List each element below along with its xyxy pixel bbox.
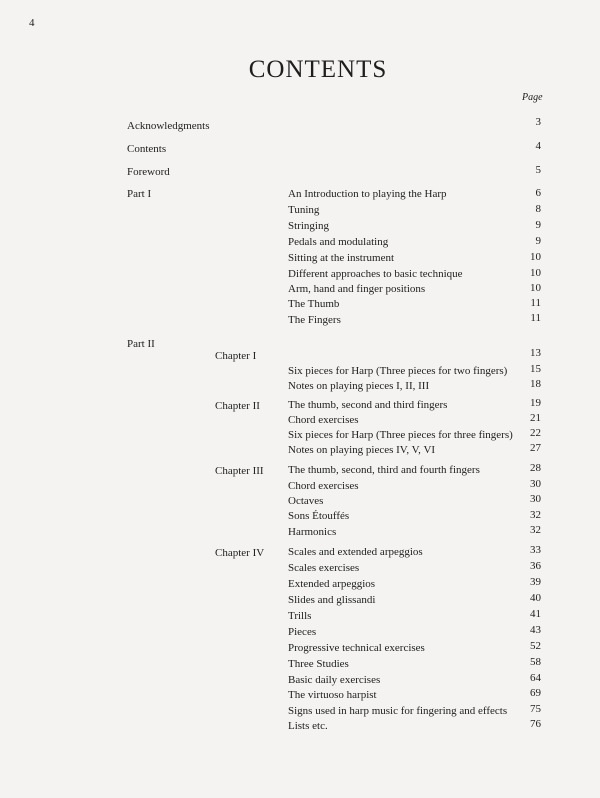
- page-title: CONTENTS: [248, 56, 388, 83]
- chapter-label: Chapter III: [215, 465, 264, 477]
- toc-page: 10: [530, 251, 541, 263]
- toc-page: 27: [530, 442, 541, 454]
- toc-page: 30: [530, 493, 541, 505]
- toc-page: 28: [530, 462, 541, 474]
- toc-page: 9: [535, 235, 541, 247]
- part-label: Part II: [127, 338, 155, 350]
- toc-page: 64: [530, 672, 541, 684]
- toc-entry[interactable]: Chord exercises: [288, 480, 359, 492]
- toc-page: 22: [530, 427, 541, 439]
- toc-contents[interactable]: Contents: [127, 143, 167, 155]
- chapter-label: Chapter I: [215, 350, 257, 362]
- toc-page: 9: [535, 219, 541, 231]
- toc-page: 39: [530, 576, 541, 588]
- toc-page: 75: [530, 703, 541, 715]
- toc-page: 32: [530, 524, 541, 536]
- toc-entry[interactable]: Progressive technical exercises: [288, 642, 425, 654]
- toc-page: 69: [530, 687, 541, 699]
- toc-entry[interactable]: Notes on playing pieces I, II, III: [288, 380, 430, 392]
- toc-page: 8: [535, 203, 541, 215]
- toc-entry[interactable]: Scales and extended arpeggios: [288, 546, 423, 558]
- toc-entry[interactable]: The virtuoso harpist: [288, 689, 377, 701]
- toc-entry[interactable]: Scales exercises: [288, 562, 360, 574]
- toc-entry[interactable]: Slides and glissandi: [288, 594, 376, 606]
- toc-page: 15: [530, 363, 541, 375]
- toc-page: 41: [530, 608, 541, 620]
- toc-page: 33: [530, 544, 541, 556]
- toc-entry[interactable]: Three Studies: [288, 658, 349, 670]
- toc-entry[interactable]: Sons Étouffés: [288, 510, 350, 522]
- toc-entry[interactable]: Trills: [288, 610, 312, 622]
- toc-entry[interactable]: Pedals and modulating: [288, 236, 389, 248]
- toc-page: 4: [535, 140, 541, 152]
- toc-entry[interactable]: Arm, hand and finger positions: [288, 283, 426, 295]
- toc-page: 5: [535, 164, 541, 176]
- toc-entry[interactable]: Different approaches to basic technique: [288, 268, 463, 280]
- toc-entry[interactable]: Octaves: [288, 495, 324, 507]
- toc-entry[interactable]: Chord exercises: [288, 414, 359, 426]
- toc-page: 18: [530, 378, 541, 390]
- toc-page: 3: [535, 116, 541, 128]
- toc-entry[interactable]: Tuning: [288, 204, 320, 216]
- toc-entry[interactable]: The thumb, second and third fingers: [288, 399, 448, 411]
- toc-entry[interactable]: Six pieces for Harp (Three pieces for three fingers): [288, 429, 513, 441]
- toc-entry[interactable]: Six pieces for Harp (Three pieces for two fingers): [288, 365, 508, 377]
- toc-entry[interactable]: Extended arpeggios: [288, 578, 376, 590]
- toc-entry[interactable]: Sitting at the instrument: [288, 252, 395, 264]
- toc-page: 52: [530, 640, 541, 652]
- toc-page: 40: [530, 592, 541, 604]
- toc-page: 76: [530, 718, 541, 730]
- page-number: 4: [29, 17, 35, 29]
- page-column-header: Page: [522, 92, 543, 103]
- toc-page: 30: [530, 478, 541, 490]
- toc-page: 43: [530, 624, 541, 636]
- toc-entry[interactable]: Signs used in harp music for fingering and effects: [288, 705, 508, 717]
- toc-page: 6: [535, 187, 541, 199]
- toc-acknowledgments[interactable]: Acknowledgments: [127, 120, 210, 132]
- toc-entry[interactable]: The thumb, second, third and fourth fingers: [288, 464, 480, 476]
- toc-entry[interactable]: The Fingers: [288, 314, 341, 326]
- toc-entry[interactable]: An Introduction to playing the Harp: [288, 188, 447, 200]
- toc-entry[interactable]: Harmonics: [288, 526, 337, 538]
- toc-foreword[interactable]: Foreword: [127, 166, 170, 178]
- toc-entry[interactable]: Notes on playing pieces IV, V, VI: [288, 444, 436, 456]
- chapter-label: Chapter IV: [215, 547, 265, 559]
- toc-page: 58: [530, 656, 541, 668]
- toc-page: 11: [530, 297, 541, 309]
- toc-entry[interactable]: Basic daily exercises: [288, 674, 381, 686]
- toc-page: 10: [530, 267, 541, 279]
- toc-page: 19: [530, 397, 541, 409]
- toc-entry[interactable]: Lists etc.: [288, 720, 328, 732]
- toc-page: 11: [530, 312, 541, 324]
- part-label: Part I: [127, 188, 152, 200]
- toc-page: 32: [530, 509, 541, 521]
- toc-page: 21: [530, 412, 541, 424]
- toc-page: 13: [530, 347, 541, 359]
- toc-page: 10: [530, 282, 541, 294]
- toc-entry[interactable]: The Thumb: [288, 298, 340, 310]
- toc-page: 36: [530, 560, 541, 572]
- chapter-label: Chapter II: [215, 400, 260, 412]
- toc-entry[interactable]: Pieces: [288, 626, 317, 638]
- toc-entry[interactable]: Stringing: [288, 220, 329, 232]
